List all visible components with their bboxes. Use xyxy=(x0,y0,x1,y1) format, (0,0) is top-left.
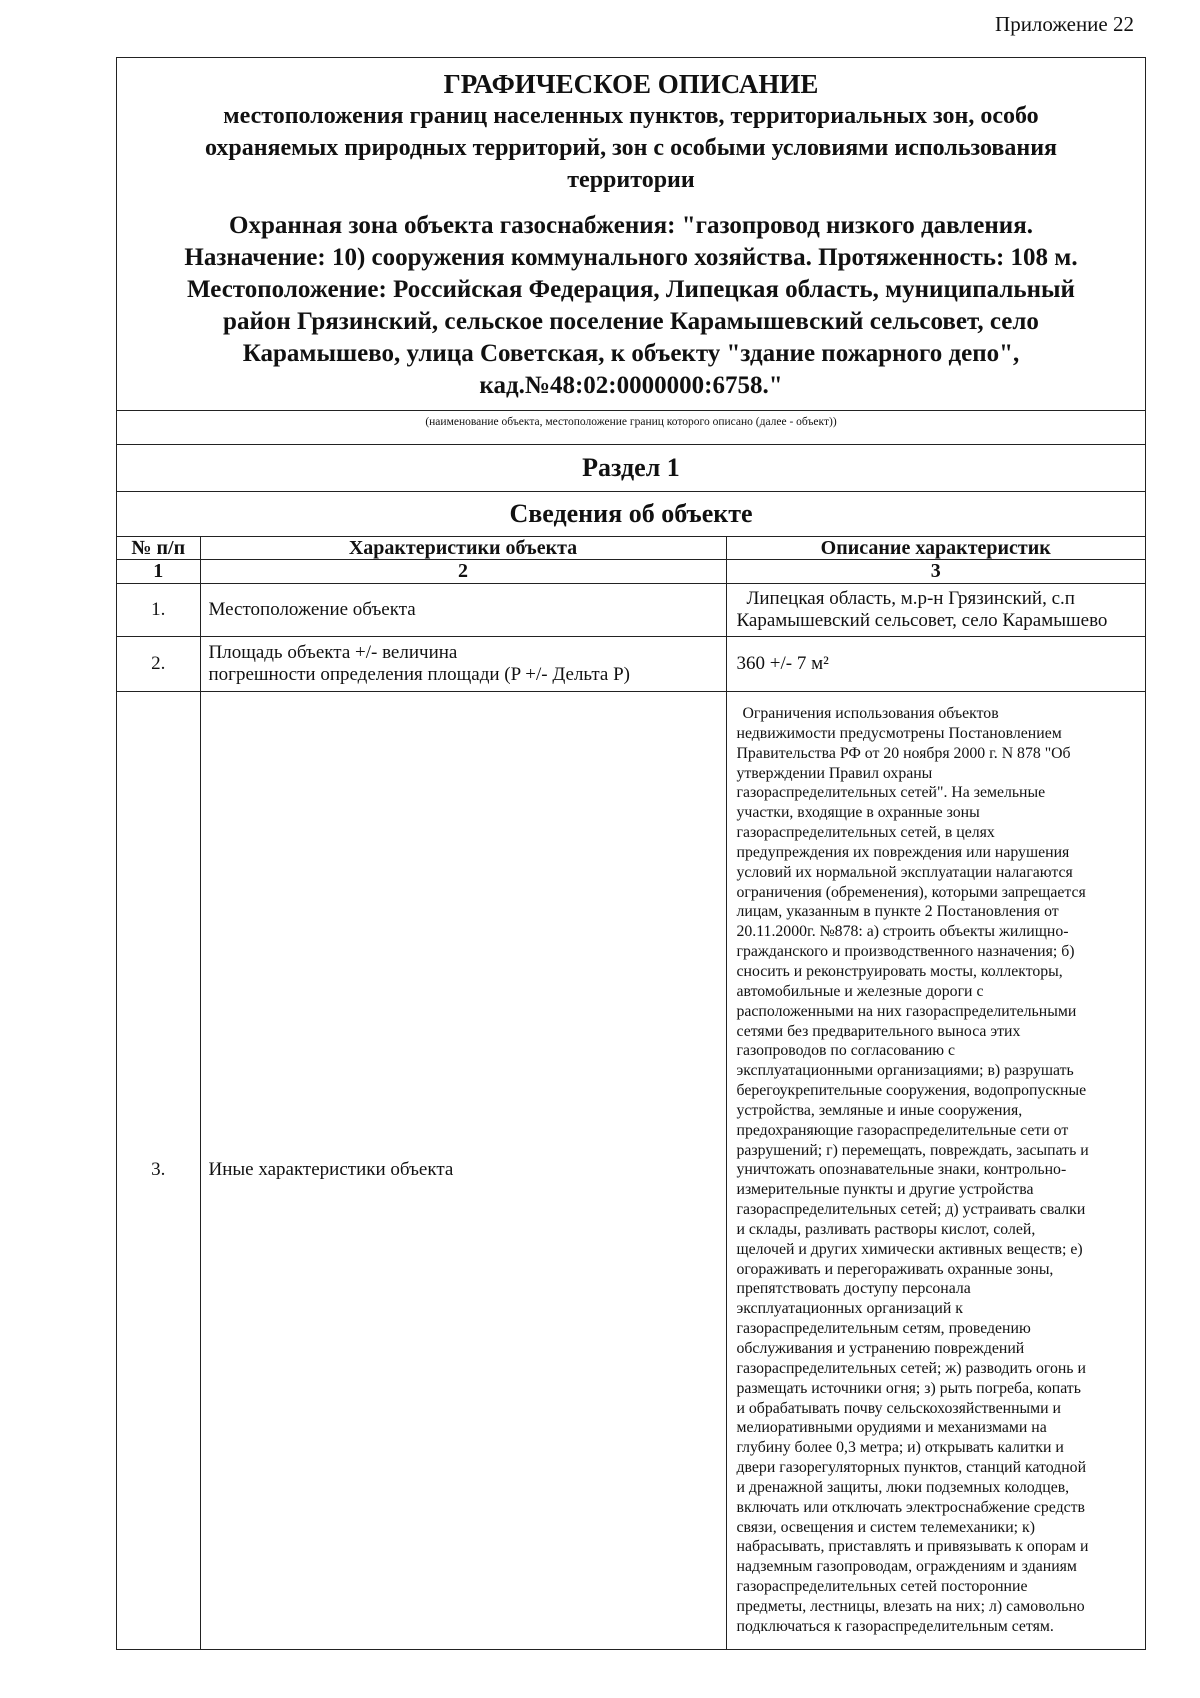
object-info-table xyxy=(117,536,1145,1649)
restriction-line: недвижимости предусмотрены Постановлением xyxy=(736,724,1062,742)
subtitle-line: территории xyxy=(567,167,695,193)
restriction-line: включать или отключать электроснабжение средств xyxy=(736,1498,1085,1516)
restriction-line: предметы, лестницы, влезать на них; л) самовольно xyxy=(736,1597,1085,1615)
restriction-line: разрушений; г) перемещать, повреждать, засыпать и xyxy=(736,1141,1089,1159)
row-description xyxy=(726,584,1145,637)
restriction-line: надземным газопроводам, ограждениям и зданиям xyxy=(736,1558,1077,1576)
restriction-line: набрасывать, приставлять и привязывать к опорам и xyxy=(736,1538,1089,1556)
object-name xyxy=(131,210,1131,402)
characteristic-line: Площадь объекта +/- величина xyxy=(208,642,458,663)
row-number: 1. xyxy=(117,584,200,637)
row-characteristic: Местоположение объекта xyxy=(200,584,726,637)
table-header-row xyxy=(117,537,1145,560)
restriction-line: устройства, земляные и иные сооружения, xyxy=(736,1101,1023,1119)
restriction-line: огораживать и перегораживать охранные зоны, xyxy=(736,1260,1054,1278)
document-subtitle xyxy=(131,100,1131,196)
table-row xyxy=(117,584,1145,637)
restriction-line: измерительные пункты и другие устройства xyxy=(736,1181,1034,1199)
restriction-line: ограничения (обременения), которыми запрещается xyxy=(736,883,1086,901)
restriction-line: двери газорегуляторных пунктов, станций катодной xyxy=(736,1459,1087,1477)
info-title: Сведения об объекте xyxy=(117,491,1145,536)
restriction-line: щелочей и других химически активных веществ; е) xyxy=(736,1240,1083,1258)
row-characteristic xyxy=(200,637,726,692)
restriction-line: подключаться к газораспределительным сетям. xyxy=(736,1617,1054,1635)
table-header-cell: Описание характеристик xyxy=(726,537,1145,560)
column-number-cell: 3 xyxy=(726,560,1145,584)
appendix-label: Приложение 22 xyxy=(995,12,1134,36)
restriction-line: газопроводов по согласованию с xyxy=(736,1042,956,1060)
row-description: 360 +/- 7 м² xyxy=(726,637,1145,692)
restriction-line: Ограничения использования объектов xyxy=(742,705,999,722)
section-title: Раздел 1 xyxy=(117,444,1145,491)
object-line: Карамышево, улица Советская, к объекту "здание пожарного депо", xyxy=(242,340,1020,367)
table-row xyxy=(117,692,1145,1649)
restriction-line: уничтожать опознавательные знаки, контрольно- xyxy=(736,1161,1067,1179)
restriction-line: берегоукрепительные сооружения, водопропускные xyxy=(736,1082,1087,1100)
object-line: кад.№48:02:0000000:6758." xyxy=(479,372,783,399)
restriction-line: сносить и реконструировать мосты, коллекторы, xyxy=(736,962,1063,980)
table-header-cell: Характеристики объекта xyxy=(200,537,726,560)
table-header-cell: № п/п xyxy=(117,537,200,560)
restrictions-text xyxy=(737,704,1140,1637)
restriction-line: обслуживания и устранению повреждений xyxy=(736,1340,1025,1357)
restriction-line: газораспределительным сетям, проведению xyxy=(736,1320,1031,1338)
header-block xyxy=(117,58,1145,410)
restriction-line: эксплуатационных организаций к xyxy=(736,1300,963,1318)
restriction-line: сетями без предварительного выноса этих xyxy=(736,1022,1021,1040)
object-line: Охранная зона объекта газоснабжения: "газопровод низкого давления. xyxy=(229,212,1033,239)
restriction-line: газораспределительных сетей; ж) разводить огонь и xyxy=(736,1359,1086,1377)
restriction-line: гражданского и производственного назначения; б) xyxy=(736,943,1075,961)
restriction-line: связи, освещения и систем телемеханики; к) xyxy=(736,1518,1035,1536)
restriction-line: и склады, разливать растворы кислот, солей, xyxy=(736,1220,1036,1238)
restriction-line: условий их нормальной эксплуатации налагаются xyxy=(736,863,1073,881)
restriction-line: газораспределительных сетей". На земельные xyxy=(736,784,1046,802)
table-column-number-row xyxy=(117,560,1145,584)
column-number-cell: 2 xyxy=(200,560,726,584)
restriction-line: участки, входящие в охранные зоны xyxy=(736,804,980,822)
restriction-line: эксплуатационными организациями; в) разрушать xyxy=(736,1062,1074,1080)
object-line: Местоположение: Российская Федерация, Липецкая область, муниципальный xyxy=(187,276,1075,303)
restriction-line: Правительства РФ от 20 ноября 2000 г. N 878 "Об xyxy=(736,744,1071,762)
restriction-line: утверждении Правил охраны xyxy=(736,764,933,782)
restriction-line: и обрабатывать почву сельскохозяйственными и xyxy=(736,1399,1061,1417)
restriction-line: предупреждения их повреждения или нарушения xyxy=(736,843,1070,861)
restriction-line: мелиоративными орудиями и механизмами на xyxy=(736,1419,1047,1437)
row-characteristic: Иные характеристики объекта xyxy=(200,692,726,1649)
object-caption: (наименование объекта, местоположение границ которого описано (далее - объект)) xyxy=(117,410,1145,444)
restriction-line: газораспределительных сетей посторонние xyxy=(736,1578,1028,1596)
restriction-line: газораспределительных сетей; д) устраивать свалки xyxy=(736,1201,1086,1219)
row-number: 3. xyxy=(117,692,200,1649)
restriction-line: 20.11.2000г. №878: а) строить объекты жилищно- xyxy=(736,923,1069,941)
subtitle-line: охраняемых природных территорий, зон с особыми условиями использования xyxy=(204,135,1058,161)
object-line: Назначение: 10) сооружения коммунального хозяйства. Протяженность: 108 м. xyxy=(184,244,1078,271)
description-line: Липецкая область, м.р-н Грязинский, с.п xyxy=(746,588,1075,609)
row-description xyxy=(726,692,1145,1649)
restriction-line: лицам, указанным в пункте 2 Постановления от xyxy=(736,903,1059,921)
object-line: район Грязинский, сельское поселение Карамышевский сельсовет, село xyxy=(223,308,1039,335)
restriction-line: автомобильные и железные дороги с xyxy=(736,982,984,1000)
restriction-line: глубину более 0,3 метра; и) открывать калитки и xyxy=(736,1439,1064,1457)
document-frame xyxy=(116,57,1146,1650)
restriction-line: газораспределительных сетей, в целях xyxy=(736,824,995,842)
document-title: ГРАФИЧЕСКОЕ ОПИСАНИЕ xyxy=(443,69,819,99)
restriction-line: размещать источники огня; з) рыть погреба, копать xyxy=(736,1379,1081,1397)
table-row xyxy=(117,637,1145,692)
column-number-cell: 1 xyxy=(117,560,200,584)
restriction-line: расположенными на них газораспределительными xyxy=(736,1002,1077,1020)
restriction-line: и дренажной защиты, люки подземных колодцев, xyxy=(736,1478,1070,1496)
characteristic-line: погрешности определения площади (P +/- Дельта P) xyxy=(208,664,630,685)
subtitle-line: местоположения границ населенных пунктов, территориальных зон, особо xyxy=(223,103,1039,129)
row-number: 2. xyxy=(117,637,200,692)
restriction-line: предохраняющие газораспределительные сети от xyxy=(736,1121,1069,1139)
description-line: Карамышевский сельсовет, село Карамышево xyxy=(736,610,1108,631)
restriction-line: препятствовать доступу персонала xyxy=(736,1280,971,1298)
